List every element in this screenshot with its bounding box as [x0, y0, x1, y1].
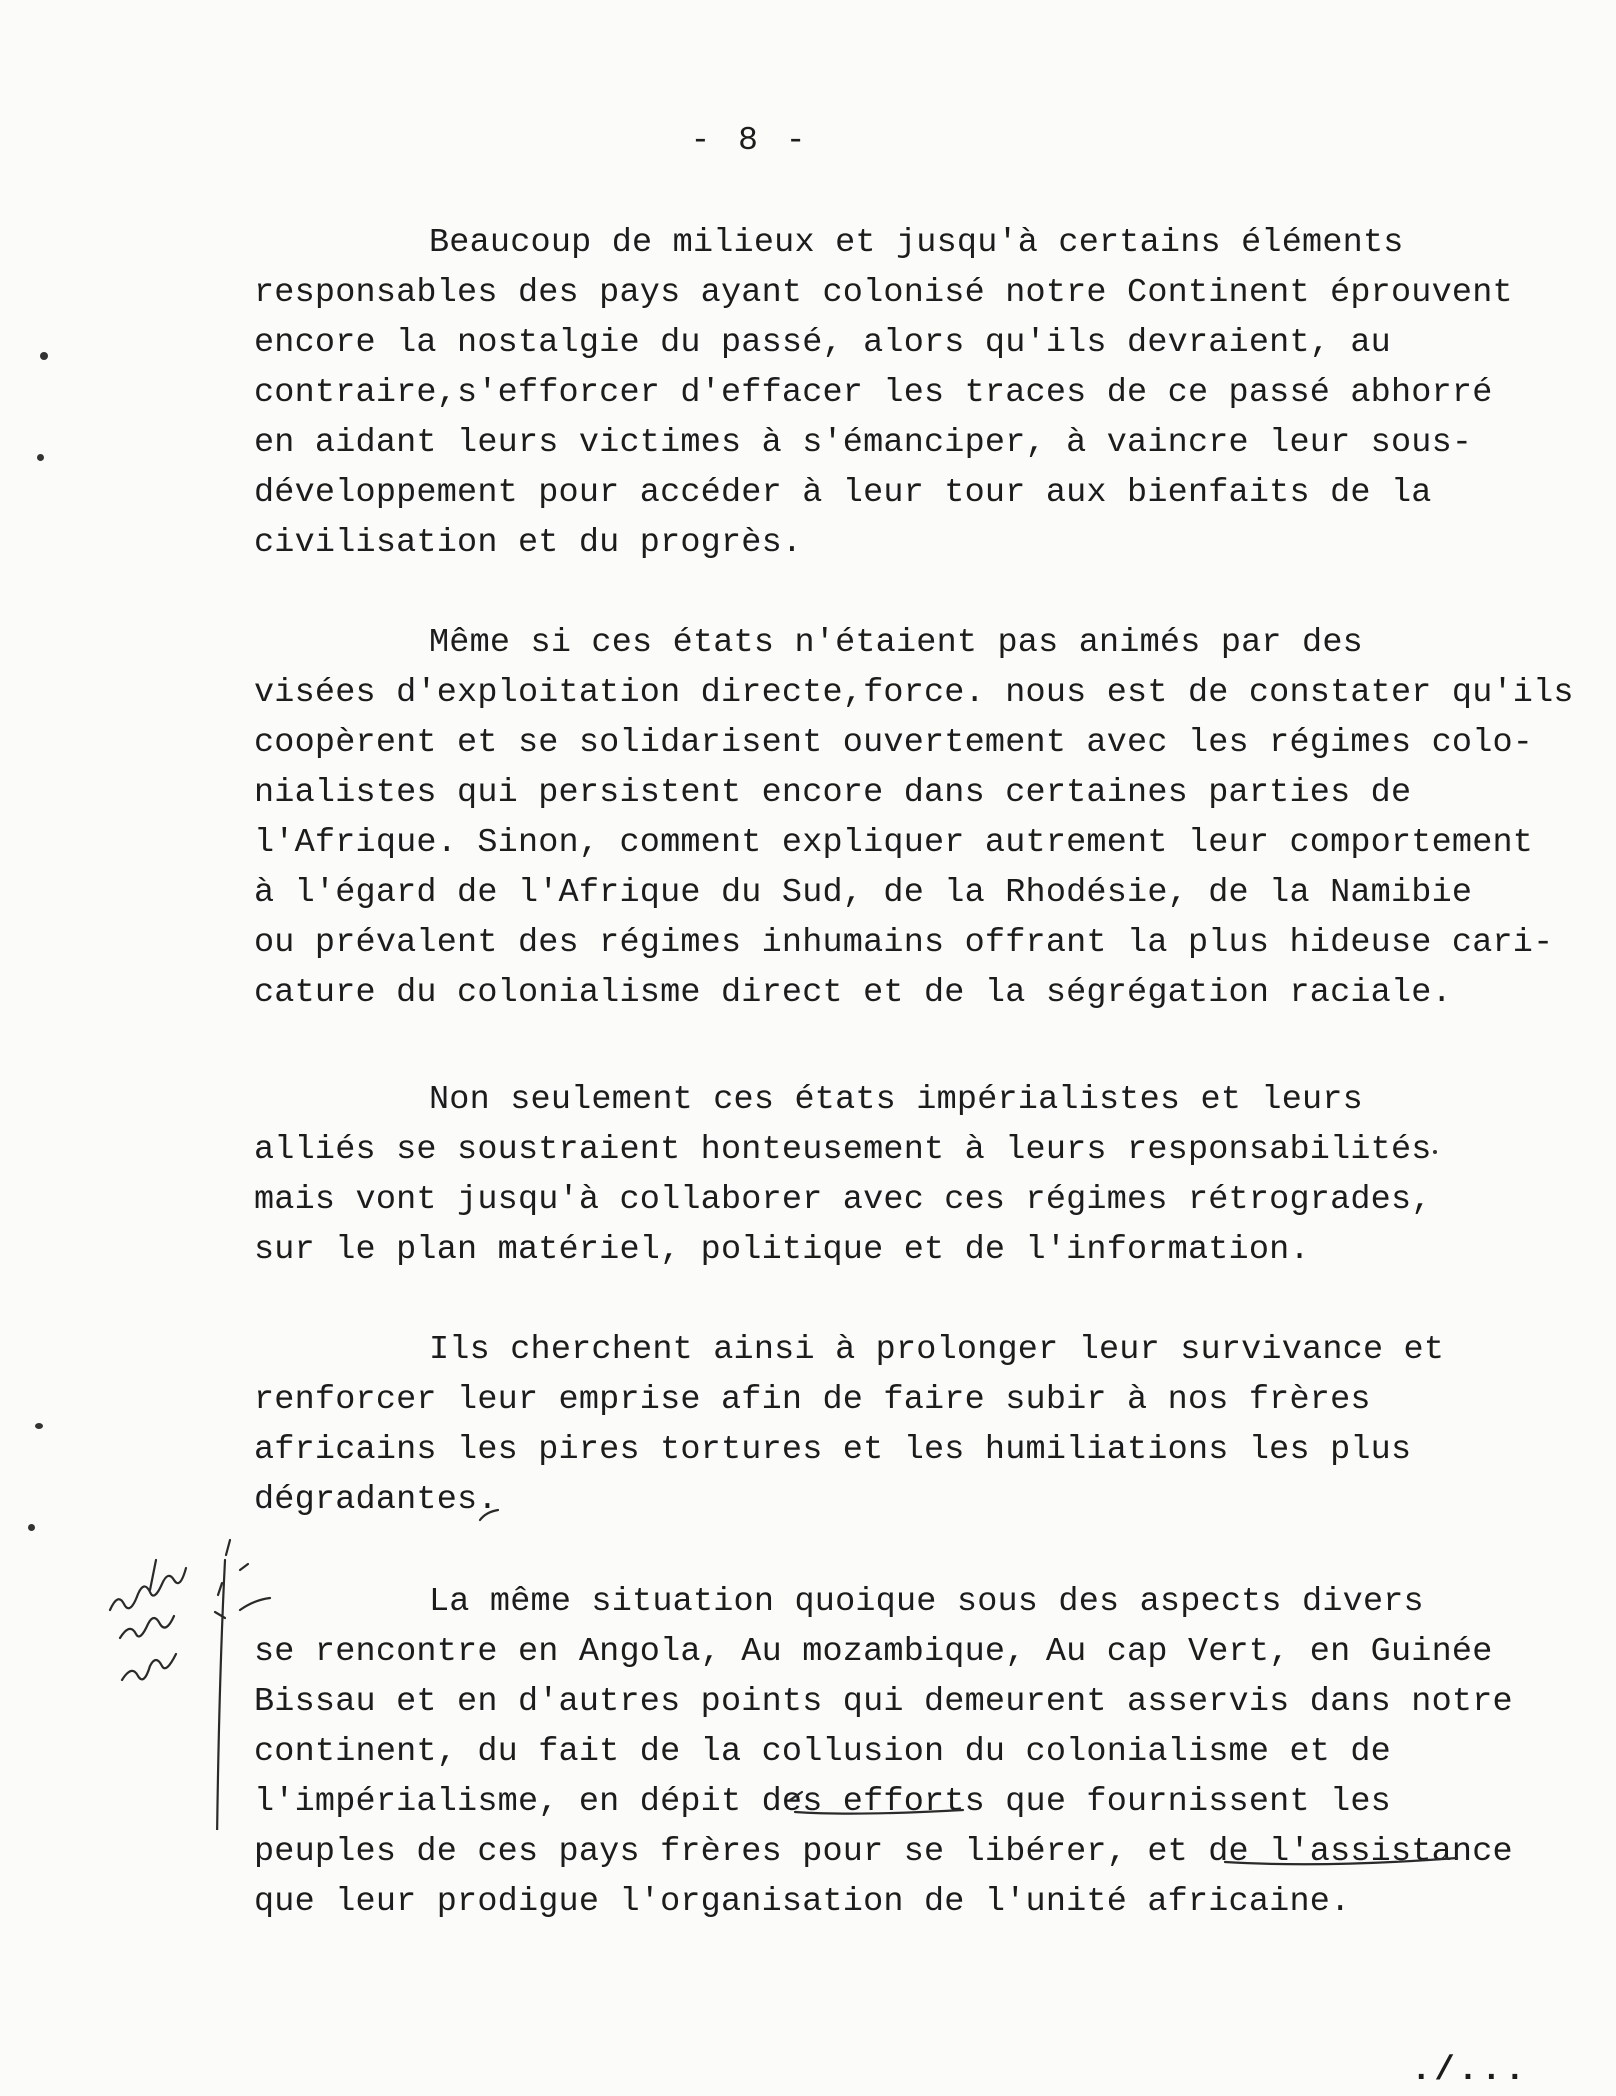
text-line: responsables des pays ayant colonisé notre Continent éprouvent [254, 274, 1513, 312]
text-line: Ils cherchent ainsi à prolonger leur survivance et [429, 1331, 1445, 1369]
text-line: à l'égard de l'Afrique du Sud, de la Rhodésie, de la Namibie [254, 874, 1473, 912]
text-line: développement pour accéder à leur tour aux bienfaits de la [254, 474, 1432, 512]
text-line: ou prévalent des régimes inhumains offrant la plus hideuse cari- [254, 924, 1554, 962]
margin-speck [35, 1423, 43, 1429]
text-line: nialistes qui persistent encore dans certaines parties de [254, 774, 1412, 812]
text-line: mais vont jusqu'à collaborer avec ces régimes rétrogrades, [254, 1181, 1432, 1219]
handwritten-annotation [90, 1500, 310, 1830]
text-line: continent, du fait de la collusion du colonialisme et de [254, 1733, 1391, 1771]
page-number: - 8 - [690, 122, 810, 159]
text-line: l'impérialisme, en dépit des efforts que fournissent les [254, 1783, 1391, 1821]
text-line: sur le plan matériel, politique et de l'information. [254, 1231, 1310, 1269]
margin-speck [37, 454, 44, 461]
text-line: contraire,s'efforcer d'effacer les traces de ce passé abhorré [254, 374, 1493, 412]
paragraph-2 [254, 618, 1574, 1018]
paragraph-1 [254, 218, 1544, 568]
continuation-mark: ./... [1410, 2052, 1528, 2090]
text-line: renforcer leur emprise afin de faire subir à nos frères [254, 1381, 1371, 1419]
paragraph-3 [254, 1075, 1544, 1275]
text-line: encore la nostalgie du passé, alors qu'ils devraient, au [254, 324, 1391, 362]
text-line: Même si ces états n'étaient pas animés par des [429, 624, 1363, 662]
text-line: La même situation quoique sous des aspects divers [429, 1583, 1424, 1621]
text-line: en aidant leurs victimes à s'émanciper, à vaincre leur sous- [254, 424, 1473, 462]
text-line: africains les pires tortures et les humiliations les plus [254, 1431, 1412, 1469]
text-line: coopèrent et se solidarisent ouvertement avec les régimes colo- [254, 724, 1534, 762]
paragraph-5 [254, 1577, 1544, 1927]
text-line: peuples de ces pays frères pour se libérer, et de l'assistance [254, 1833, 1513, 1871]
text-line: Beaucoup de milieux et jusqu'à certains éléments [429, 224, 1404, 262]
text-line: civilisation et du progrès. [254, 524, 803, 562]
text-line: cature du colonialisme direct et de la ségrégation raciale. [254, 974, 1452, 1012]
text-line: se rencontre en Angola, Au mozambique, Au cap Vert, en Guinée [254, 1633, 1493, 1671]
text-line: dégradantes. [254, 1481, 498, 1519]
text-line: Non seulement ces états impérialistes et leurs [429, 1081, 1363, 1119]
margin-speck [1433, 1150, 1437, 1154]
text-line: visées d'exploitation directe,force. nous est de constater qu'ils [254, 674, 1574, 712]
text-line: Bissau et en d'autres points qui demeurent asservis dans notre [254, 1683, 1513, 1721]
text-line: l'Afrique. Sinon, comment expliquer autrement leur comportement [254, 824, 1534, 862]
margin-speck [40, 352, 48, 360]
text-line: alliés se soustraient honteusement à leurs responsabilités [254, 1131, 1432, 1169]
text-line: que leur prodigue l'organisation de l'unité africaine. [254, 1883, 1351, 1921]
margin-speck [28, 1524, 35, 1531]
paragraph-4 [254, 1325, 1544, 1525]
